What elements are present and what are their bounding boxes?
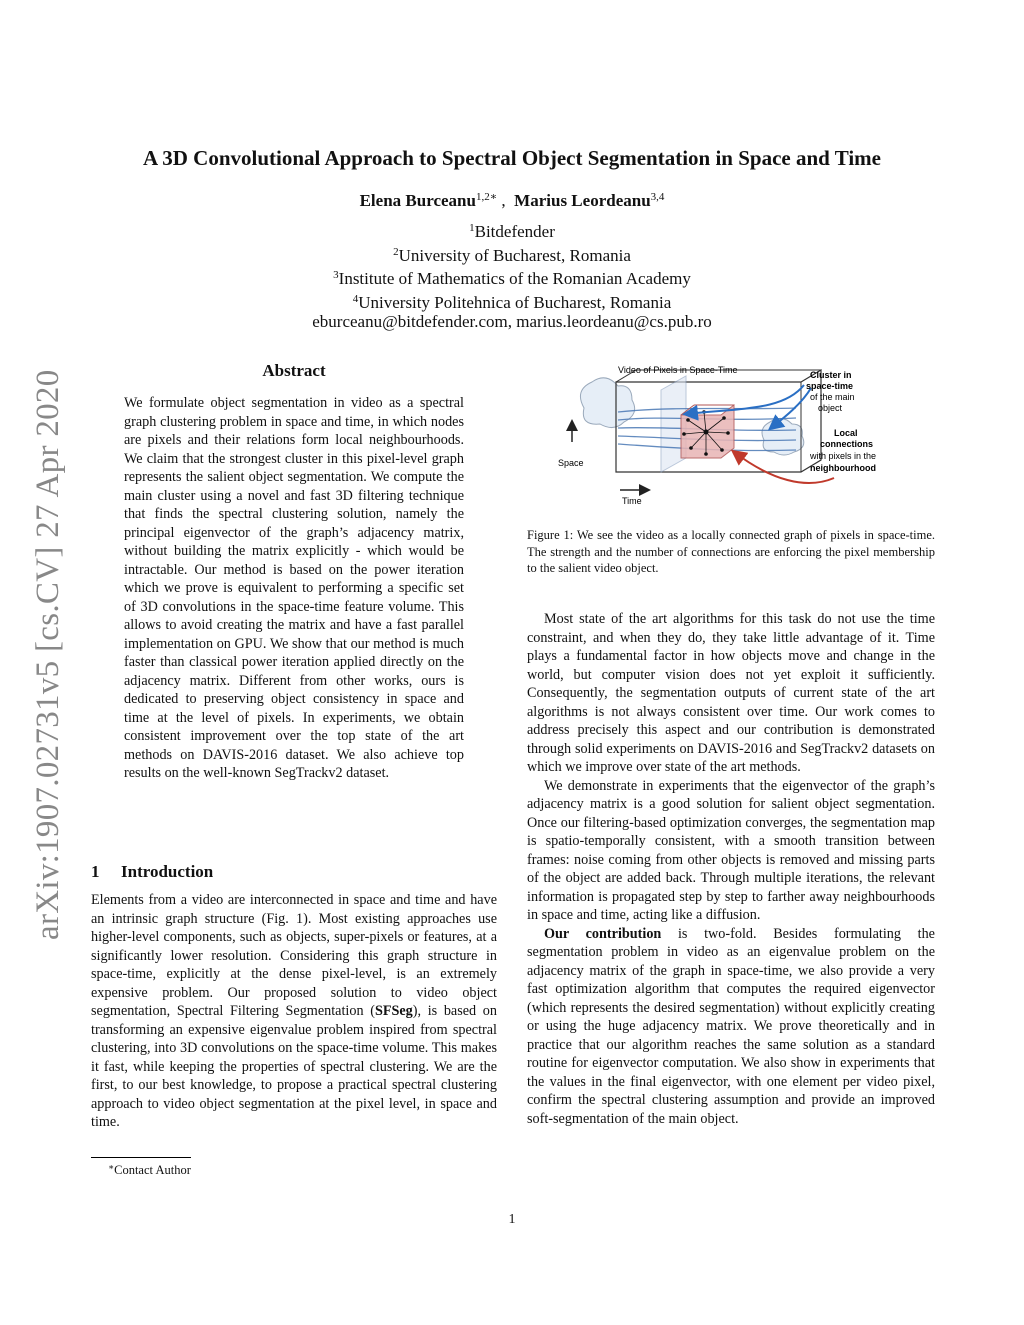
abstract-text: We formulate object segmentation in video as a spectral graph clustering problem in space and time, in which nodes are pixels and their relations form local neighbourhoods. We claim that the strongest cluster in this pixel-level graph represents the salient object segmentation. We compute the main cluster using a novel and fast 3D filtering technique that finds the spectral clustering solution, namely the principal eigenvector of the graph’s adjacency matrix, without building the matrix explicitly - which would be intractable. Our method is based on the power iteration which we prove is equivalent to performing a specific set of 3D convolutions in the space-time feature volume. This allows to avoid creating the matrix and have a fast parallel implementation on GPU. We show that our method is much faster than classical power iteration applied directly on the adjacency matrix. Different from other works, ours is dedicated to preserving object consistency in space and time at the level of pixels. In experiments, we obtain consistent improvement over the top state of the art methods on DAVIS-2016 dataset. We also achieve top results on the well-known SegTrackv2 dataset. [124,395,464,781]
label-space: Space [558,458,584,468]
figure-1-diagram [556,360,906,510]
cloud-left-icon [580,378,634,428]
right-column-text [527,610,935,1128]
label-cluster-1: Cluster in [810,370,852,380]
label-cluster-4: object [818,403,843,413]
author-emails: eburceanu@bitdefender.com, marius.leordeanu@cs.pub.ro [312,312,712,331]
footnote-rule [91,1157,191,1158]
abstract-heading: Abstract [262,361,326,380]
label-video: Video of Pixels in Space-Time [618,365,738,375]
affiliation-4 [0,289,1024,313]
section-title: Introduction [121,862,214,881]
label-local-3: with pixels in the [810,451,877,461]
affiliation-3-sup: 3 [333,269,339,281]
affiliation-1-text: Bitdefender [474,222,555,241]
cluster-arrow [686,385,804,414]
paragraph-1: Most state of the art algorithms for this task do not use the time constraint, and when they do, they take little advantage of it. Time plays a fundamental factor in how objects move and change in the world, but computer vision does not yet exploit it sufficiently. Consequently, the segmentation outputs of current state of the art algorithms is not always consistent over time. Our work comes to address precisely this aspect and our contribution is demonstrated through solid experiments on DAVIS-2016 and SegTrackv2 datasets on which we improve over state of the art methods. [527,611,935,775]
affiliation-3 [0,265,1024,289]
arxiv-stamp: arXiv:1907.02731v5 [cs.CV] 27 Apr 2020 [30,369,66,940]
affiliation-4-sup: 4 [352,293,359,305]
paragraph-3-bold: Our contribution [544,925,662,942]
label-cluster-2: space-time [806,381,854,391]
affiliation-1 [0,218,1024,242]
author-separator: , [497,191,515,210]
intro-text-part-1: Elements from a video are interconnected in space and time and have an intrinsic graph structure (Fig. 1). Most existing approaches use higher-level components, such as objects, super-pixels or features, at a significantly lower resolution. Considering this graph structure in space-time, explicitly at the dense pixel-level, is an extremely expensive problem. Our proposed solution to video object segmentation, Spectral Filtering Segmentation ( [91,892,497,1019]
label-time: Time [622,496,642,506]
label-local-2: connections [820,439,874,449]
label-local-4: neighbourhood [810,463,876,473]
affiliation-4-text: University Politehnica of Bucharest, Romania [358,293,672,312]
paragraph-3-text: is two-fold. Besides formulating the segmentation problem in video as an eigenvalue problem on the adjacency matrix of the graph in space-time, we also provide a very fast optimization algorithm that computes the required eigenvector (which represents the desired segmentation) without explicitly creating or using the huge adjacency matrix. We prove theoretically and in practice that our algorithm reaches the same solution as a standard routine for eigenvector computation. We also show in experiments that the values in the final eigenvector, with one element per video pixel, confirm the spectral clustering assumption and provide an improved soft-segmentation of the main object. [527,925,935,1127]
affiliation-2 [0,242,1024,266]
cloud-right-icon [762,418,804,455]
introduction-text [91,891,497,1132]
affiliation-3-text: Institute of Mathematics of the Romanian Academy [338,269,691,288]
paper-title: A 3D Convolutional Approach to Spectral Object Segmentation in Space and Time [143,146,881,170]
affiliation-2-text: University of Bucharest, Romania [398,246,631,265]
footnote [108,1162,191,1178]
affiliation-1-sup: 1 [469,222,475,234]
footnote-text: Contact Author [114,1163,191,1177]
author-1: Elena Burceanu [359,191,476,210]
label-cluster-3: of the main [810,392,855,402]
paragraph-2 [527,777,935,925]
figure-1-caption: Figure 1: We see the video as a locally connected graph of pixels in space-time. The strength and the number of connections are enforcing the pixel membership to the salient video object. [527,528,935,575]
intro-acronym: SFSeg [374,1003,413,1019]
section-number: 1 [91,862,100,881]
section-heading-introduction [91,862,213,882]
page-number: 1 [508,1212,516,1227]
paragraph-2-text: We demonstrate in experiments that the eigenvector of the graph’s adjacency matrix is a good solution for salient object segmentation. Once our filtering-based optimization converges, the segmentation map is spatio-temporally consistent, with a smooth transition between frames: noise coming from other objects is removed and missing parts of the object are added back. Through multiple iterations, the relevant information is propagated step by step to farther away neighbourhoods in space and time, acting like a diffusion. [527,777,935,923]
intro-text-part-2: ), is based on transforming an expensive eigenvalue problem inspired from spectral clustering, into 3D convolutions on the space-time volume. This makes it fast, while keeping the properties of spectral clustering. We are the first, to our best knowledge, to propose a practical spectral clustering approach to video object segmentation at the pixel level, in space and time. [91,1003,497,1130]
label-local-1: Local [834,428,858,438]
paragraph-3 [527,925,935,1129]
author-2: Marius Leordeanu [514,191,651,210]
author-2-sup: 3,4 [650,191,665,203]
author-line [0,190,1024,211]
footnote-mark: ∗ [108,1162,115,1172]
author-1-sup: 1,2∗ [475,191,498,203]
affiliation-2-sup: 2 [393,246,399,258]
